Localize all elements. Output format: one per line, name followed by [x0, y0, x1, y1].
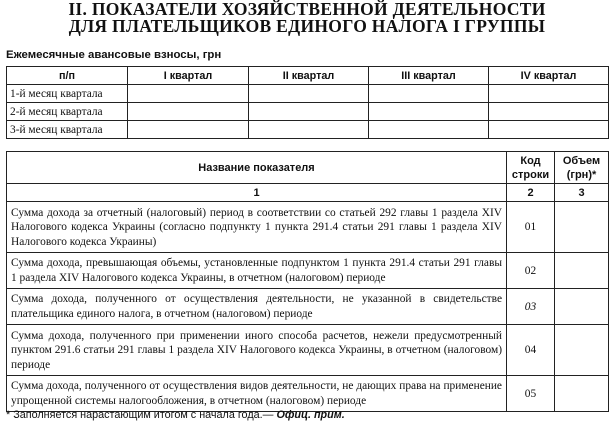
footnote [6, 409, 345, 421]
amount-cell[interactable] [555, 289, 609, 325]
column-number: 1 [7, 184, 507, 202]
table-row [7, 253, 609, 289]
advance-payments-header-row [7, 67, 609, 85]
header-line-code-line-1: Код [520, 154, 541, 167]
amount-cell[interactable] [555, 253, 609, 289]
footnote-reference: Офиц. прим. [276, 409, 345, 421]
amount-cell[interactable] [555, 376, 609, 412]
table-row [7, 121, 609, 139]
amount-cell[interactable] [489, 85, 609, 103]
line-code: 03 [507, 289, 555, 325]
indicator-description: Сумма дохода, полученного при применении иного способа расчетов, нежели предусмотренный пунктом 291.6 статьи 291 главы 1 раздела XIV Налогового кодекса Украины, в отчетном (налоговом) периоде [7, 325, 507, 376]
header-row-number: п/п [7, 67, 128, 85]
section-title-line-1: II. ПОКАЗАТЕЛИ ХОЗЯЙСТВЕННОЙ ДЕЯТЕЛЬНОСТИ [68, 0, 546, 19]
advance-payments-subtitle: Ежемесячные авансовые взносы, грн [6, 49, 222, 61]
indicators-header-row [7, 152, 609, 184]
amount-cell[interactable] [128, 103, 249, 121]
indicator-description: Сумма дохода, превышающая объемы, установленные подпунктом 1 пункта 291.4 статьи 291 главы 1 раздела XIV Налогового кодекса Украины, в отчетном (налоговом) периоде [7, 253, 507, 289]
amount-cell[interactable] [369, 103, 489, 121]
line-code: 05 [507, 376, 555, 412]
header-amount-line-2: (грн)* [566, 168, 597, 181]
column-number: 3 [555, 184, 609, 202]
header-line-code-line-2: строки [511, 168, 550, 181]
table-row [7, 103, 609, 121]
column-number: 2 [507, 184, 555, 202]
header-quarter-4: IV квартал [489, 67, 609, 85]
amount-cell[interactable] [555, 202, 609, 253]
line-code: 04 [507, 325, 555, 376]
line-code: 01 [507, 202, 555, 253]
section-title [0, 1, 614, 35]
amount-cell[interactable] [249, 85, 369, 103]
amount-cell[interactable] [128, 121, 249, 139]
month-label: 1-й месяц квартала [7, 85, 128, 103]
header-amount-line-1: Объем [562, 154, 601, 167]
table-row [7, 202, 609, 253]
amount-cell[interactable] [249, 121, 369, 139]
indicator-description: Сумма дохода за отчетный (налоговый) период в соответствии со статьей 292 главы 1 раздела XIV Налогового кодекса Украины (согласно подпункту 1 пункта 291.4 статьи 291 главы 1 раздела XIV Налогового кодекса Украины) [7, 202, 507, 253]
header-line-code [507, 152, 555, 184]
header-quarter-3: III квартал [369, 67, 489, 85]
amount-cell[interactable] [489, 103, 609, 121]
amount-cell[interactable] [555, 325, 609, 376]
table-row [7, 376, 609, 412]
header-indicator-name: Название показателя [7, 152, 507, 184]
amount-cell[interactable] [249, 103, 369, 121]
footnote-text: * Заполняется нарастающим итогом с начала года.— [6, 409, 277, 421]
table-row [7, 85, 609, 103]
header-quarter-2: II квартал [249, 67, 369, 85]
month-label: 2-й месяц квартала [7, 103, 128, 121]
header-amount [555, 152, 609, 184]
indicators-table [6, 151, 609, 412]
amount-cell[interactable] [369, 121, 489, 139]
section-title-line-2: ДЛЯ ПЛАТЕЛЬЩИКОВ ЕДИНОГО НАЛОГА I ГРУППЫ [68, 16, 546, 36]
column-number-row [7, 184, 609, 202]
advance-payments-table [6, 66, 609, 139]
indicator-description: Сумма дохода, полученного от осуществления деятельности, не указанной в свидетельстве плательщика единого налога, в отчетном (налоговом) периоде [7, 289, 507, 325]
line-code: 02 [507, 253, 555, 289]
amount-cell[interactable] [369, 85, 489, 103]
indicator-description: Сумма дохода, полученного от осуществления видов деятельности, не дающих права на применение упрощенной системы налогообложения, в отчетном (налоговом) периоде [7, 376, 507, 412]
header-quarter-1: I квартал [128, 67, 249, 85]
amount-cell[interactable] [489, 121, 609, 139]
month-label: 3-й месяц квартала [7, 121, 128, 139]
table-row [7, 289, 609, 325]
amount-cell[interactable] [128, 85, 249, 103]
table-row [7, 325, 609, 376]
